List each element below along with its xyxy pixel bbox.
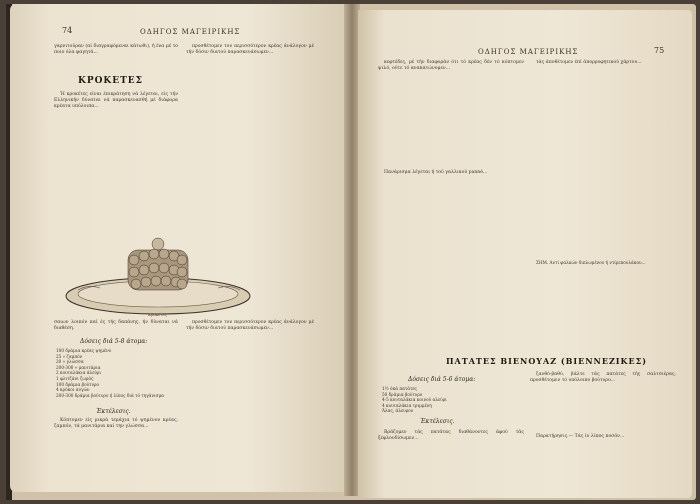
- page-number-right: 75: [654, 46, 665, 55]
- note-paragraph: ΣΗΜ. Αντί φαλκών διπλωμένου ή ντίρεπουλάκου...: [536, 260, 646, 265]
- ingredient-item: 100 δράμια κρέας ψημένο: [56, 348, 112, 353]
- right-page: [358, 10, 692, 498]
- right-col1-paneirisma: [378, 170, 524, 320]
- after-image-text: σαιων λοιπόν καί ές τής δαπάνης, ήν δύναται νά διαθέση.: [54, 320, 178, 332]
- ingredient-list-left: [56, 348, 180, 398]
- ingredient-item: 50 δράμια βούτυρο: [382, 391, 423, 397]
- right-note: [530, 260, 676, 330]
- method-text-left: [54, 418, 178, 478]
- col2-paragraph: τάς άποθέτομεν έπί άπορροφητικού χάρτου...: [536, 60, 642, 65]
- ingredient-item: 4 κουταλάκια τριμμένη: [382, 402, 432, 408]
- col2b-paragraph: ζανθό-βαθύ, βάλτε τάς πατάτες τής σαλτσιέρας, προσθέτομεν τό υπόλοιπο βούτυρο...: [530, 372, 676, 384]
- ingredient-item: 200-300 δράμια βούτυρο ή λίπος διά τό τηγάνισμα: [56, 392, 165, 398]
- ingredient-item: Άλας, άλευρον: [382, 408, 414, 414]
- left-bottom-right-column: [186, 320, 314, 480]
- dish-title-patates: ΠΑΤΑΤΕΣ ΒΙΕΝΟΥΑΖ (ΒΙΕΝΝΕΖΙΚΕΣ): [446, 356, 648, 366]
- ingredient-item: 4-5 κουταλάκια κοινού αλεύρι: [382, 397, 447, 403]
- left-intro-text: [54, 92, 178, 242]
- ingredient-item: 4 κρόκοι αυγών: [56, 387, 90, 393]
- paneirisma-paragraph: Πανάρισμα λέγεται ή τού γαλλικού panné...: [384, 170, 488, 175]
- intro-paragraph: Ή κροκέτες είναι έπικράτηση νά λέγεται, είς τήν Ελληνικήν δύναται νά παρασκευασθή μέ διάφορα κρέατα υπόλοιπα...: [54, 92, 178, 110]
- method-paragraph: Κόπτομεν είς μικρά τεμάχια τό ψημένον κρέας, ζαμπόν, τά μανιτάρια καί την γλώσσα...: [54, 418, 178, 430]
- method-paragraph-right: Βράζομεν τάς πατάτας διαθάνοντες άφού τάς ξεφλουδίσωμεν...: [378, 430, 524, 442]
- paratirisis-paragraph: Παρατήρησις.— Τάς ίν λίπος ποσόν...: [536, 434, 625, 439]
- running-head-left: ΟΔΗΓΟΣ ΜΑΓΕΙΡΙΚΗΣ: [140, 28, 241, 36]
- ingredient-list-right: [382, 386, 522, 414]
- method-text-right: [378, 430, 524, 490]
- method-heading-right: Έκτέλεσις.: [420, 418, 455, 425]
- left-top-text: γαρνιτούραν (αί διαγραφόμεναι κάτωθι), ή ένα μέ το ποιο όλα φαγητά...: [54, 44, 178, 56]
- open-book: [6, 4, 696, 500]
- ingredient-item: 200-300 » μανιτάρια: [56, 364, 101, 370]
- ingredient-item: 25 » ζαμπόν: [56, 353, 83, 359]
- method-heading-left: Έκτέλεσις.: [96, 408, 131, 415]
- ingredient-item: 100 δράμια βούτυρο: [56, 381, 99, 387]
- ingredient-item: 2 κουταλάκια άλεύρι: [56, 370, 102, 376]
- croquettes-illustration: [58, 226, 258, 322]
- right-paratirisis: [530, 434, 676, 490]
- right-column-paragraph: προσθέτομεν τον περισσότερον κρέας άνάλογον μέ τήν δόσιν διατού παρασκευάσωμεν...: [186, 44, 314, 56]
- running-head-right: ΟΔΗΓΟΣ ΜΑΓΕΙΡΙΚΗΣ: [478, 48, 579, 56]
- ingredient-item: 1 φλιτζάνι ζωμός: [56, 375, 94, 381]
- dose-heading-right: Δόσεις διά 5-6 άτομα:: [408, 376, 476, 383]
- left-right-column-text: [186, 44, 314, 244]
- continuation-paragraph: προσθέτομεν τον περισσότερον κρέας άνάλογον μέ τήν δόσιν διατού παρασκευάσωμεν...: [186, 320, 314, 332]
- ingredient-item: 1½ όκά πατάτες: [382, 386, 417, 391]
- dish-title-krokettes: ΚΡΟΚΕΤΕΣ: [78, 76, 144, 86]
- page-number-left: 74: [62, 26, 73, 35]
- image-caption: Κροκέτες: [148, 312, 167, 317]
- right-col1-text: [378, 60, 524, 170]
- ingredient-item: 20 » γλώσσα: [56, 359, 84, 365]
- right-col2b-text: [530, 372, 676, 432]
- col1-paragraph: κεφτέδες, μέ τήν διαφοράν ότι τό κρέας δέν τό κόπτομεν ψιλό, ούτε τό ανακατώνομεν...: [378, 60, 524, 72]
- right-col2-text: [530, 60, 676, 260]
- dose-heading-left: Δόσεις διά 5-8 άτομα:: [80, 338, 148, 345]
- left-page: [10, 4, 346, 492]
